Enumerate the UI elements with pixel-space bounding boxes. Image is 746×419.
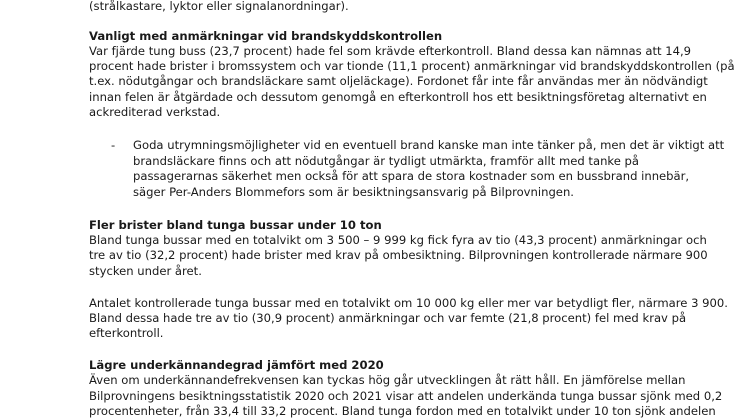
paragraph-line: stycken under året. bbox=[89, 264, 202, 278]
paragraph-line: tre av tio (32,2 procent) hade brister med krav på ombesiktning. Bilprovningen kontrollerade närmare 900 bbox=[89, 248, 708, 262]
paragraph-line: efterkontroll. bbox=[89, 326, 164, 340]
quote-line: Goda utrymningsmöjligheter vid en eventuell brand kanske man inte tänker på, men det är viktigt att bbox=[133, 138, 725, 152]
bullet-dash: - bbox=[111, 138, 116, 152]
paragraph-line: procentenheter, från 33,4 till 33,2 procent. Bland tunga fordon med en totalvikt under 10 ton sjönk andelen bbox=[89, 404, 716, 418]
quote-line: brandsläckare finns och att nödutgångar är tydligt utmärkta, framför allt med tanke på bbox=[133, 154, 640, 168]
paragraph-line: procent hade brister i bromssystem och var tionde (11,1 procent) anmärkningar vid brandskyddskontrollen (på bbox=[89, 59, 735, 73]
paragraph-line: ackrediterad verkstad. bbox=[89, 105, 221, 119]
section-heading-lagre-underkannandegrad: Lägre underkännandegrad jämfört med 2020 bbox=[89, 358, 384, 372]
paragraph-line: Var fjärde tung buss (23,7 procent) hade fel som krävde efterkontroll. Bland dessa kan nämnas att 14,9 bbox=[89, 44, 692, 58]
paragraph-line: Bland dessa hade tre av tio (30,9 procent) anmärkningar och var femte (21,8 procent) fel med krav på bbox=[89, 311, 687, 325]
quote-line: passagerarnas säkerhet men också för att spara de stora kostnader som en bussbrand innebär, bbox=[133, 169, 690, 183]
paragraph-line: Bilprovningens besiktningsstatistik 2020 och 2021 visar att andelen underkända tunga bussar sjönk med 0,2 bbox=[89, 389, 723, 403]
paragraph-line: Även om underkännandefrekvensen kan tyckas hög går utvecklingen åt rätt håll. En jämförelse mellan bbox=[89, 373, 686, 387]
paragraph-line: t.ex. nödutgångar och brandsläckare samt oljeläckage). Fordonet får inte får användas mer än nödvändigt bbox=[89, 74, 708, 88]
quote-line: säger Per-Anders Blommefors som är besiktningsansvarig på Bilprovningen. bbox=[133, 185, 574, 199]
intro-tail: (strålkastare, lyktor eller signalanordningar). bbox=[89, 0, 349, 13]
paragraph-line: innan felen är åtgärdade och dessutom genomgå en efterkontroll hos ett besiktningsföretag alternativt en bbox=[89, 90, 707, 104]
section-heading-under-10-ton: Fler brister bland tunga bussar under 10 ton bbox=[89, 218, 382, 232]
paragraph-line: Bland tunga bussar med en totalvikt om 3 500 – 9 999 kg fick fyra av tio (43,3 procent) anmärkningar och bbox=[89, 233, 707, 247]
section-heading-brandskydd: Vanligt med anmärkningar vid brandskyddskontrollen bbox=[89, 29, 443, 43]
paragraph-line: Antalet kontrollerade tunga bussar med en totalvikt om 10 000 kg eller mer var betydligt fler, närmare 3 900. bbox=[89, 296, 728, 310]
